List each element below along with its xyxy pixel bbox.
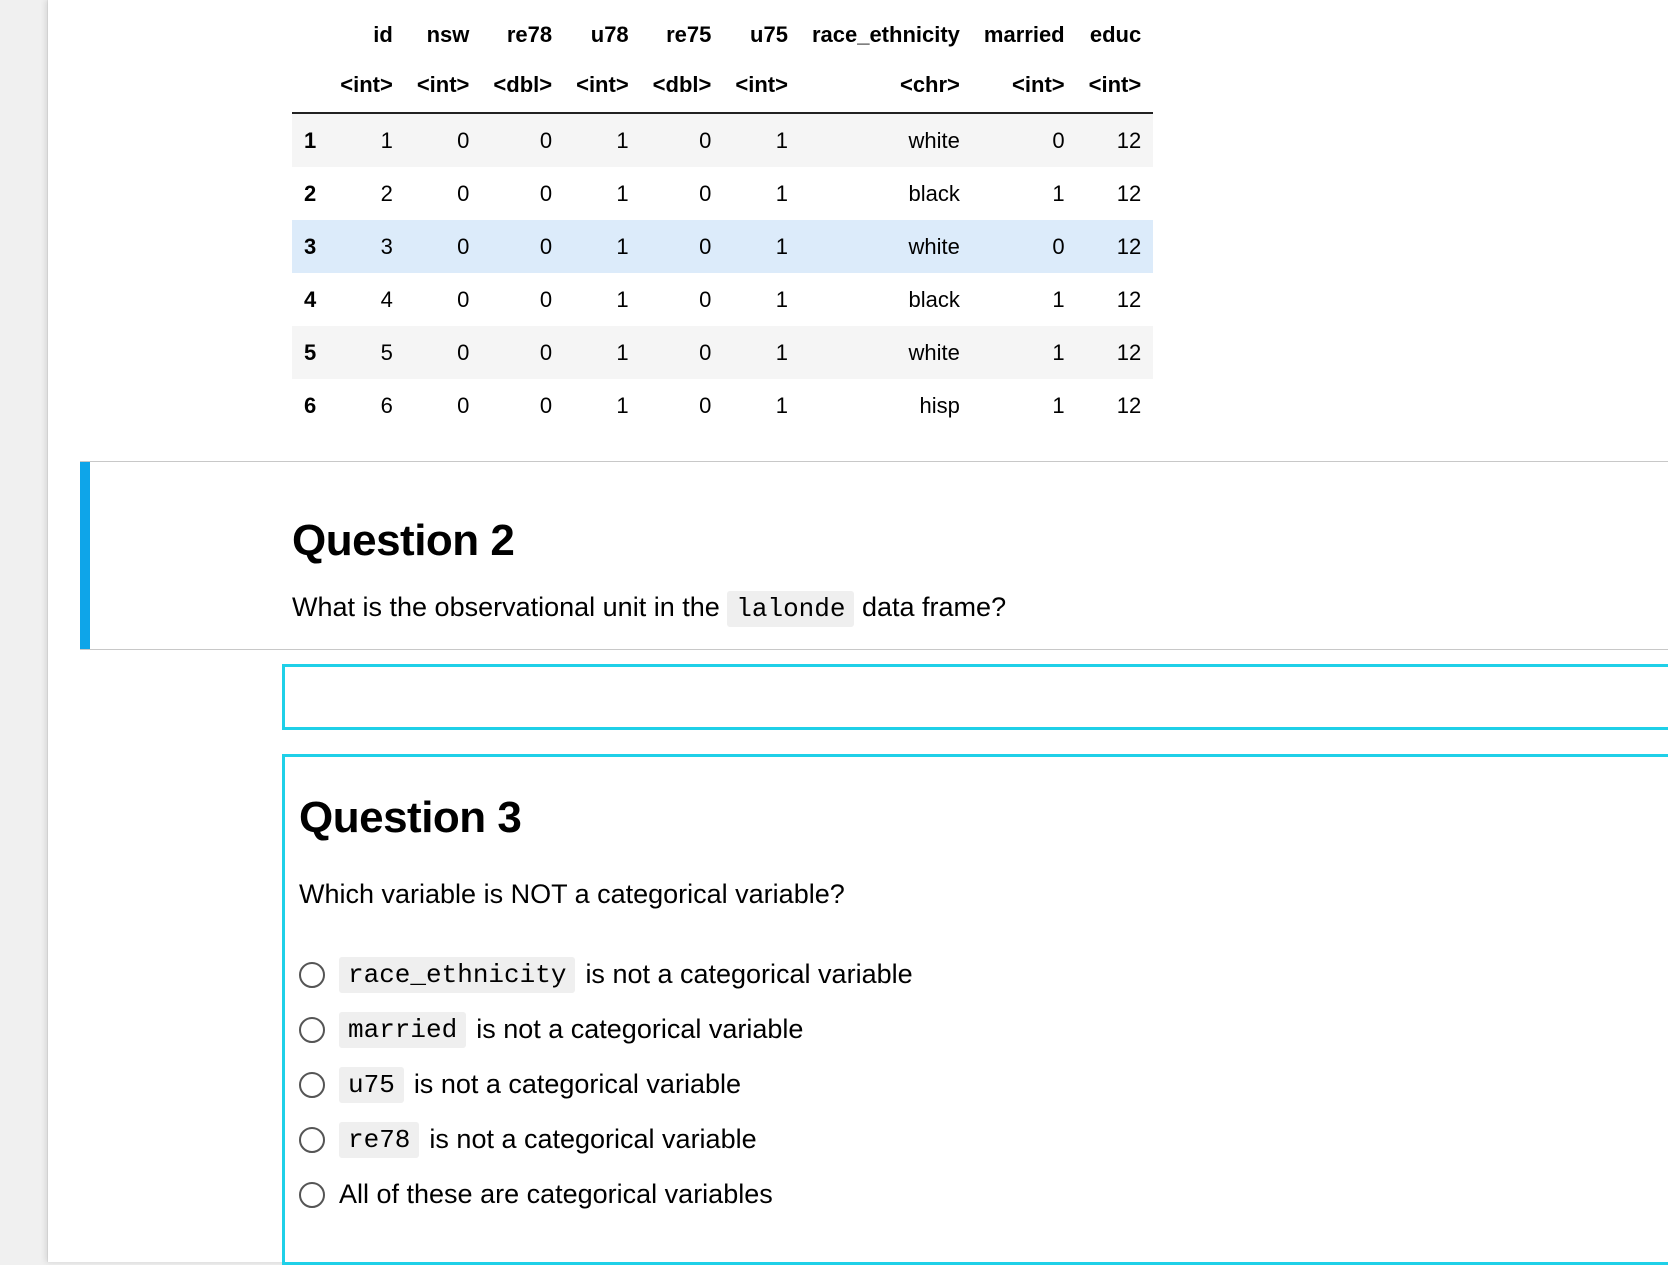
radio-button[interactable] (299, 1127, 325, 1153)
table-cell: 1 (616, 286, 629, 312)
table-cell: 0 (699, 286, 712, 312)
table-cell: 0 (457, 127, 470, 153)
table-cell: 1 (1052, 392, 1065, 418)
table-cell: white (908, 339, 960, 365)
empty-answer-cell[interactable] (282, 664, 1668, 730)
option-code: race_ethnicity (339, 957, 575, 993)
table-cell: 1 (775, 339, 788, 365)
table-cell: 0 (1052, 127, 1065, 153)
table-cell: 0 (457, 392, 470, 418)
table-cell: 1 (1052, 339, 1065, 365)
column-header: educ (1089, 22, 1142, 47)
table-row (292, 167, 1153, 220)
radio-button[interactable] (299, 1072, 325, 1098)
table-cell: 1 (616, 127, 629, 153)
option-label: is not a categorical variable (476, 1014, 804, 1044)
table-cell: 12 (1116, 180, 1142, 206)
table-cell: 0 (699, 339, 712, 365)
column-header: re75 (666, 22, 712, 47)
table-cell: 1 (775, 392, 788, 418)
column-header: race_ethnicity (811, 22, 960, 47)
column-type: <dbl> (641, 58, 724, 113)
column-header: id (373, 22, 393, 47)
table-cell: 0 (539, 233, 553, 259)
column-type: <dbl> (481, 58, 564, 113)
question-2-text (292, 592, 1006, 624)
table-cell: 1 (616, 339, 629, 365)
table-cell: 12 (1116, 127, 1142, 153)
column-type: <int> (328, 58, 405, 113)
table-cell: 1 (380, 127, 393, 153)
table-cell: 12 (1116, 392, 1142, 418)
option-code: re78 (339, 1122, 419, 1158)
answer-option[interactable] (299, 1112, 913, 1167)
column-types-row (292, 58, 1153, 113)
table-body (292, 113, 1153, 432)
column-names-row (292, 12, 1153, 58)
radio-button[interactable] (299, 1017, 325, 1043)
column-type: <int> (1077, 58, 1154, 113)
answer-options (299, 947, 913, 1222)
question-3-cell[interactable] (282, 754, 1668, 1265)
table-cell: 0 (539, 339, 553, 365)
table-cell: 1 (616, 392, 629, 418)
column-header: re78 (506, 22, 553, 47)
table-row (292, 273, 1153, 326)
column-header: u75 (750, 22, 788, 47)
table-cell: white (908, 127, 960, 153)
table-cell: 0 (699, 233, 712, 259)
inline-code: lalonde (727, 591, 854, 627)
row-name: 6 (304, 392, 317, 418)
table-cell: 0 (457, 286, 470, 312)
table-cell: 0 (699, 180, 712, 206)
table-cell: 12 (1116, 233, 1142, 259)
table-cell: 12 (1116, 339, 1142, 365)
answer-option[interactable] (299, 947, 913, 1002)
table-cell: 1 (1052, 180, 1065, 206)
question-3-title: Question 3 (299, 793, 522, 842)
table-cell: 6 (380, 392, 393, 418)
column-type (292, 58, 328, 113)
column-header: nsw (426, 22, 470, 47)
option-label: is not a categorical variable (413, 1069, 741, 1099)
column-type: <chr> (800, 58, 972, 113)
row-name: 4 (304, 286, 317, 312)
row-name: 5 (304, 339, 317, 365)
column-type: <int> (564, 58, 641, 113)
table-cell: 0 (457, 339, 470, 365)
question-2-text-before: What is the observational unit in the (292, 592, 720, 622)
option-label: is not a categorical variable (585, 959, 913, 989)
table-cell: black (908, 286, 960, 312)
answer-option[interactable] (299, 1002, 913, 1057)
table-row (292, 326, 1153, 379)
table-cell: hisp (919, 392, 960, 418)
table-cell: 0 (457, 180, 470, 206)
column-header: married (983, 22, 1065, 47)
option-label: is not a categorical variable (429, 1124, 757, 1154)
table-cell: 0 (699, 127, 712, 153)
table-cell: 2 (380, 180, 393, 206)
column-header: u78 (590, 22, 629, 47)
option-label: All of these are categorical variables (339, 1179, 773, 1209)
left-gutter (0, 0, 48, 1262)
table-cell: white (908, 233, 960, 259)
option-code: married (339, 1012, 466, 1048)
column-type: <int> (972, 58, 1077, 113)
radio-button[interactable] (299, 1182, 325, 1208)
column-type: <int> (405, 58, 482, 113)
table-cell: 0 (699, 392, 712, 418)
table-cell: 1 (616, 233, 629, 259)
selected-cell-indicator (80, 462, 90, 649)
row-name: 1 (304, 127, 317, 153)
table-row (292, 379, 1153, 432)
table-cell: 1 (775, 233, 788, 259)
row-name: 3 (304, 233, 317, 259)
column-type: <int> (723, 58, 800, 113)
question-2-cell[interactable] (80, 461, 1668, 650)
table-cell: 1 (1052, 286, 1065, 312)
answer-option[interactable] (299, 1057, 913, 1112)
table-cell: 4 (380, 286, 393, 312)
row-name: 2 (304, 180, 317, 206)
column-header (292, 12, 328, 58)
table-cell: 1 (616, 180, 629, 206)
table-cell: 0 (539, 180, 553, 206)
table-cell: 1 (775, 180, 788, 206)
table-row (292, 220, 1153, 273)
question-2-text-after: data frame? (862, 592, 1007, 622)
table-cell: 0 (1052, 233, 1065, 259)
question-2-title: Question 2 (292, 516, 515, 565)
table-cell: 0 (457, 233, 470, 259)
table-cell: 3 (380, 233, 393, 259)
table-cell: 12 (1116, 286, 1142, 312)
table-row (292, 113, 1153, 167)
table-cell: 1 (775, 286, 788, 312)
table-cell: 0 (539, 127, 553, 153)
table-cell: black (908, 180, 960, 206)
data-frame-table (292, 12, 1153, 432)
answer-option[interactable] (299, 1167, 913, 1222)
option-code: u75 (339, 1067, 404, 1103)
table-cell: 0 (539, 286, 553, 312)
table-cell: 1 (775, 127, 788, 153)
table-cell: 0 (539, 392, 553, 418)
radio-button[interactable] (299, 962, 325, 988)
question-3-prompt: Which variable is NOT a categorical variable? (299, 879, 845, 909)
table-cell: 5 (380, 339, 393, 365)
